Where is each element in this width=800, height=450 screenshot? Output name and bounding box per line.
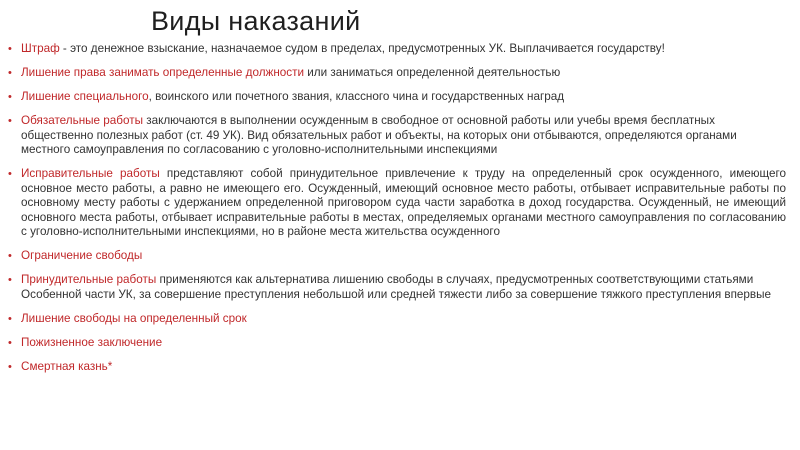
bullet-icon: • [8, 115, 12, 127]
item-term: Смертная казнь* [21, 359, 113, 373]
item-term: Лишение специального [21, 90, 149, 103]
list-item [8, 336, 786, 351]
list-item [8, 90, 786, 105]
bullet-icon: • [8, 336, 12, 349]
list-item [8, 249, 786, 264]
item-text: или заниматься определенной деятельностью [304, 66, 561, 79]
item-term: Ограничение свободы [21, 249, 143, 262]
punishment-list [8, 42, 786, 384]
list-item [8, 42, 786, 57]
item-term: Лишение свободы на определенный срок [21, 311, 247, 325]
item-term: Штраф [21, 42, 60, 55]
item-text: заключаются в выполнении осужденным в свободное от основной работы или учебы время бесплатных общественно полезных работ (ст. 49 УК). Вид обязательных работ и объекты, на которых они отбываются, определяются органами местного самоуправления по согласованию с уголовно-исполнительными инспекциями [21, 114, 737, 156]
bullet-icon: • [8, 67, 12, 79]
list-item [8, 312, 786, 327]
list-item [8, 360, 786, 375]
item-term: Обязательные работы [21, 114, 143, 127]
list-item [8, 167, 786, 240]
item-term: Лишение права занимать определенные должности [21, 66, 305, 79]
bullet-icon: • [8, 274, 12, 286]
bullet-icon: • [8, 250, 12, 262]
item-text: , воинского или почетного звания, классного чина и государственных наград [148, 90, 565, 103]
bullet-icon: • [8, 91, 12, 103]
item-text: представляют собой принудительное привлечение к труду на определенный срок осужденного, имеющего основное место работы, а равно не имеющего его. Осужденный, имеющий основное место работы, отбывает исправительные работы по основному месту работы с удержанием определенной приговором суда части заработка в доход государства. Осужденный, не имеющий основного места работы, отбывает исправительные работы в местах, определяемых органами местного самоуправления по согласованию с уголовно-исполнительными инспекциями, но в районе места жительства осужденного [21, 167, 786, 238]
item-term: Исправительные работы [21, 167, 160, 180]
item-term: Принудительные работы [21, 273, 157, 286]
bullet-icon: • [8, 312, 12, 325]
slide-title: Виды наказаний [151, 6, 361, 36]
item-term: Пожизненное заключение [21, 335, 163, 349]
item-text: - это денежное взыскание, назначаемое судом в пределах, предусмотренных УК. Выплачивается государству! [59, 42, 665, 55]
list-item [8, 273, 786, 302]
bullet-icon: • [8, 168, 12, 180]
bullet-icon: • [8, 43, 12, 55]
item-text: применяются как альтернатива лишению свободы в случаях, предусмотренных соответствующими статьями Особенной части УК, за совершение преступления небольшой или средней тяжести либо за совершение тяжкого преступления впервые [21, 273, 772, 301]
list-item [8, 114, 786, 158]
bullet-icon: • [8, 360, 12, 373]
list-item [8, 66, 786, 81]
